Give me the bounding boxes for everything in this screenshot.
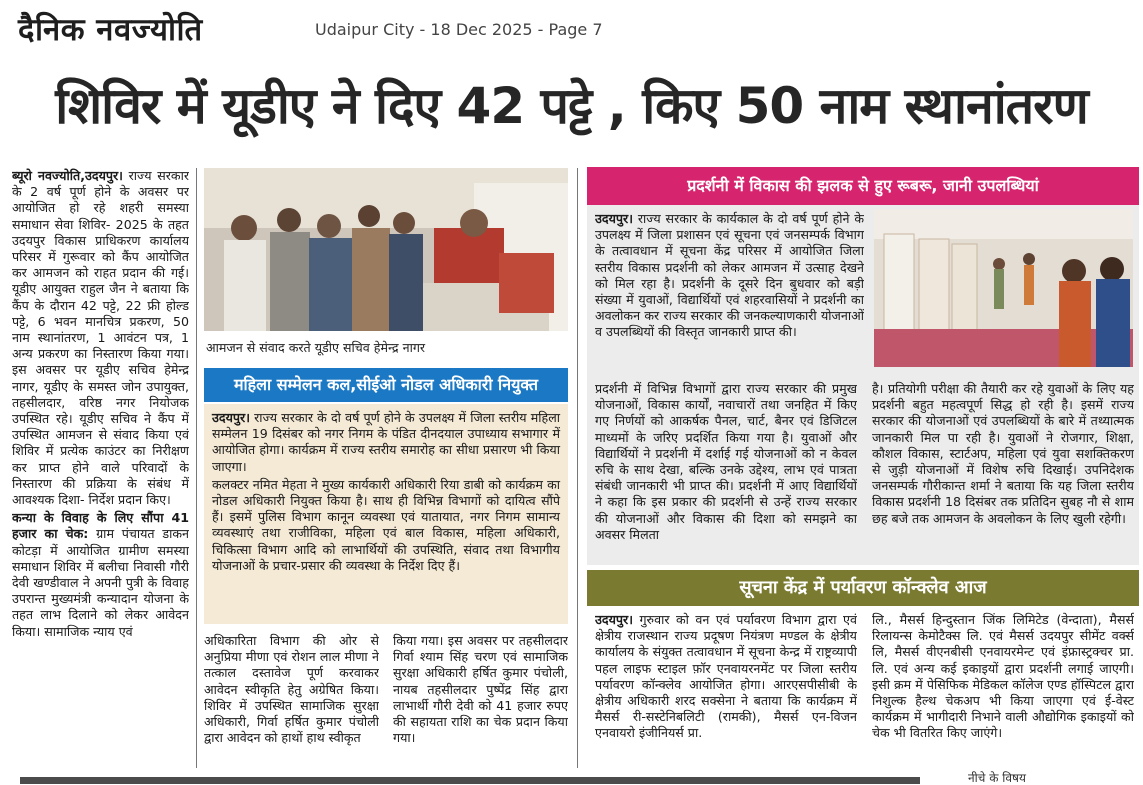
- camp-photo: [204, 168, 568, 331]
- exhibition-dateline: उदयपुर।: [595, 211, 633, 226]
- camp-photo-image: [204, 168, 568, 331]
- mahila-story-body: राज्य सरकार के दो वर्ष पूर्ण होने के उपलक्ष्य में जिला स्तरीय महिला सम्मेलन 19 दिसंबर को नगर निगम के पंडित दीनदयाल उपाध्याय सभागार में आयोजित होगा। कार्यक्रम में राज्य स्तरीय समारोह का सीधा प्रसारण भी किया जाएगा।: [212, 410, 560, 474]
- continuation-col-1: अधिकारिता विभाग की ओर से अनुप्रिया मीणा एवं रोशन लाल मीणा ने तत्काल दस्तावेज पूर्ण करवाकर आवेदन स्वीकृति हेतु अग्रेषित किया। शिविर में उपस्थित सामाजिक सुरक्षा अधिकारी, गिर्वा हर्षित कुमार पंचोली द्वारा आवेदन को हाथों हाथ स्वीकृत: [204, 633, 379, 746]
- column-divider: [577, 168, 578, 768]
- conclave-body-col1: गुरुवार को वन एवं पर्यावरण विभाग द्वारा एवं क्षेत्रीय राजस्थान राज्य प्रदूषण नियंत्रण मण्डल के क्षेत्रीय कार्यालय के संयुक्त तत्वावधान में सूचना केन्द्र में राष्ट्रव्यापी पहल लाइफ स्टाइल फ़ॉर एनवायरनमेंट पर जिला स्तरीय पर्यावरण कॉन्क्लेव आयोजित होगा। आरएसपीसीबी के क्षेत्रीय अधिकारी शरद सक्सेना ने बताया कि कार्यक्रम में मैसर्स री-सस्टेनिबलिटी (रामकी), मैसर्स एन-विजन एनवायरो इंजीनियर्स प्रा.: [595, 612, 857, 741]
- conclave-dateline: उदयपुर।: [595, 612, 633, 627]
- left-story-body: राज्य सरकार के 2 वर्ष पूर्ण होने के अवसर पर आयोजित हो रहे शहरी समस्या समाधान सेवा शिविर- 2025 के तहत उदयपुर विकास प्राधिकरण कार्यालय परिसर में गुरूवार को कैंप आयोजित कर आमजन को राहत प्रदान की गई। यूडीए आयुक्त राहुल जैन ने बताया कि कैंप के दौरान 42 पट्टे, 22 फ्री होल्ड पट्टे, 6 भवन मानचित्र प्रकरण, 50 नाम स्थानांतरण, 1 आवंटन पत्र, 1 अन्य प्रकरण का निस्तारण किया गया। इस अवसर पर यूडीए सचिव हेमेन्द्र नागर, यूडीए के समस्त जोन उपायुक्त, तहसीलदार, वरिष्ठ नगर नियोजक उपस्थित रहे। यूडीए सचिव ने कैंप में उपस्थित आमजन से संवाद किया एवं शिविर में प्रत्येक काउंटर का निरीक्षण कर प्राप्त होने वाले परिवादों के निस्तारण की प्रक्रिया के संबंध में आवश्यक दिशा- निर्देश प्रदान किए।: [12, 168, 189, 508]
- left-story-body2: ग्राम पंचायत डाकन कोटड़ा में आयोजित ग्रामीण समस्या समाधान शिविर में बलीचा निवासी गौरी देवी खण्डीवाल ने अपनी पुत्री के विवाह उपरान्त मुख्यमंत्री कन्यादान योजना के तहत लाभ दिलाने को लेकर आवेदन किया। सामाजिक न्याय एवं: [12, 526, 189, 639]
- masthead-logo: दैनिक नवज्योति: [18, 12, 203, 48]
- exhibition-photo: [874, 209, 1133, 367]
- conclave-headline: सूचना केंद्र में पर्यावरण कॉन्क्लेव आज: [587, 570, 1139, 606]
- conclave-col-1: [595, 612, 857, 768]
- mahila-story-box: [204, 404, 568, 624]
- exhibition-photo-image: [874, 209, 1133, 367]
- exhibition-col-2: है। प्रतियोगी परीक्षा की तैयारी कर रहे युवाओं के लिए यह प्रदर्शनी बहुत महत्वपूर्ण सिद्ध हो रही है। इसमें राज्य सरकार की योजनाओं एवं उपलब्धियों के बारे में तथ्यात्मक जानकारी मिल पा रही है। युवाओं ने रोजगार, शिक्षा, कौशल विकास, स्टार्टअप, महिला एवं युवा सशक्तिकरण से जुड़ी योजनाओं में विशेष रुचि दिखाई। उपनिदेशक जनसम्पर्क गौरीकान्त शर्मा ने बताया कि यह जिला स्तरीय विकास प्रदर्शनी 18 दिसंबर तक प्रतिदिन सुबह नौ से शाम छह बजे तक आमजन के अवलोकन के लिए खुली रहेगी।: [872, 381, 1134, 526]
- conclave-col-2: लि., मैसर्स हिन्दुस्तान जिंक लिमिटेड (वेन्दाता), मैसर्स रिलायन्स केमोटैक्स लि. एवं मैसर्स उदयपुर सीमेंट वर्क्स लि, मैसर्स वीएनबीसी एनवायरमेन्ट एवं इंफ्रास्ट्रक्चर प्रा. लि. एवं अन्य कई इकाइयों द्वारा प्रदर्शनी लगाई जाएगी। इसी क्रम में पेसिफिक मेडिकल कॉलेज एण्ड हॉस्पिटल द्वारा निशुल्क हैल्थ चेकअप भी किया जाएगा एवं ई-वेस्ट कार्यक्रम में भागीदारी निभाने वाली औद्योगिक इकाइयों को चेक भी वितरित किए जाएंगे।: [872, 612, 1134, 741]
- column-divider: [196, 168, 197, 768]
- continuation-col-2: किया गया। इस अवसर पर तहसीलदार गिर्वा श्याम सिंह चरण एवं सामाजिक सुरक्षा अधिकारी हर्षित कुमार पंचोली, नायब तहसीलदार पुष्पेंद्र सिंह द्वारा लाभार्थी गौरी देवी को 41 हजार रुपए की सहायता राशि का चेक प्रदान किया गया।: [393, 633, 568, 746]
- photo-caption: आमजन से संवाद करते यूडीए सचिव हेमेन्द्र नागर: [206, 340, 426, 355]
- exhibition-intro: [595, 211, 864, 379]
- main-headline: शिविर में यूडीए ने दिए 42 पट्टे , किए 50 नाम स्थानांतरण: [55, 77, 1088, 135]
- left-story-dateline: ब्यूरो नवज्योति,उदयपुर।: [12, 168, 123, 183]
- left-story-subhead: कन्या के विवाह के लिए सौंपा 41 हजार का चेक:: [12, 510, 189, 542]
- bottom-fragment-text: नीचे के विषय: [968, 771, 1026, 785]
- exhibition-body-top: राज्य सरकार के कार्यकाल के दो वर्ष पूर्ण होने के उपलक्ष्य में जिला प्रशासन एवं सूचना एवं जनसम्पर्क विभाग के तत्वावधान में सूचना केंद्र परिसर में आयोजित जिला स्तरीय विकास प्रदर्शनी को लेकर आमजन में उत्साह देखने को मिल रहा है। प्रदर्शनी के दूसरे दिन बुधवार को बड़ी संख्या में युवाओं, विद्यार्थियों एवं शहरवासियों ने प्रदर्शनी का अवलोकन कर राज्य सरकार की जनकल्याणकारी योजनाओं व उपलब्धियों की विस्तृत जानकारी प्राप्त की।: [595, 211, 864, 340]
- exhibition-col-1: प्रदर्शनी में विभिन्न विभागों द्वारा राज्य सरकार की प्रमुख योजनाओं, विकास कार्यों, नवाचारों तथा जनहित में किए गए निर्णयों को आकर्षक पैनल, चार्ट, बैनर एवं डिजिटल माध्यमों के जरिए प्रदर्शित किया गया है। युवाओं और विद्यार्थियों ने प्रदर्शनी में दर्शाई गई योजनाओं को न केवल रुचि के साथ देखा, बल्कि उनके उद्देश्य, लाभ एवं पात्रता संबंधी जानकारी भी प्राप्त की। प्रदर्शनी में आए विद्यार्थियों ने कहा कि इस प्रकार की प्रदर्शनी से उन्हें राज्य सरकार की योजनाओं और विकास की दिशा को समझने का अवसर मिलता: [595, 381, 857, 542]
- mahila-story-body2: कलक्टर नमित मेहता ने मुख्य कार्यकारी अधिकारी रिया डाबी को कार्यक्रम का नोडल अधिकारी नियुक्त किया है। साथ ही विभिन्न विभागों को दायित्व सौंपे हैं। इसमें पुलिस विभाग कानून व्यवस्था एवं यातायात, नगर निगम सामान्य व्यवस्थाएं तथा राजीविका, महिला एवं बाल विकास, महिला अधिकारी, चिकित्सा विभाग आदि को लाभार्थियों की उपस्थिति, संवाद तथा विभागीय योजनाओं के प्रचार-प्रसार की व्यवस्था के निर्देश दिए हैं।: [212, 476, 560, 573]
- mahila-story-headline: महिला सम्मेलन कल,सीईओ नोडल अधिकारी नियुक्त: [204, 368, 568, 402]
- exhibition-headline: प्रदर्शनी में विकास की झलक से हुए रूबरू, जानी उपलब्धियां: [587, 167, 1139, 205]
- edition-info: Udaipur City - 18 Dec 2025 - Page 7: [315, 20, 603, 39]
- left-story: [12, 168, 189, 768]
- mahila-story-dateline: उदयपुर।: [212, 410, 250, 425]
